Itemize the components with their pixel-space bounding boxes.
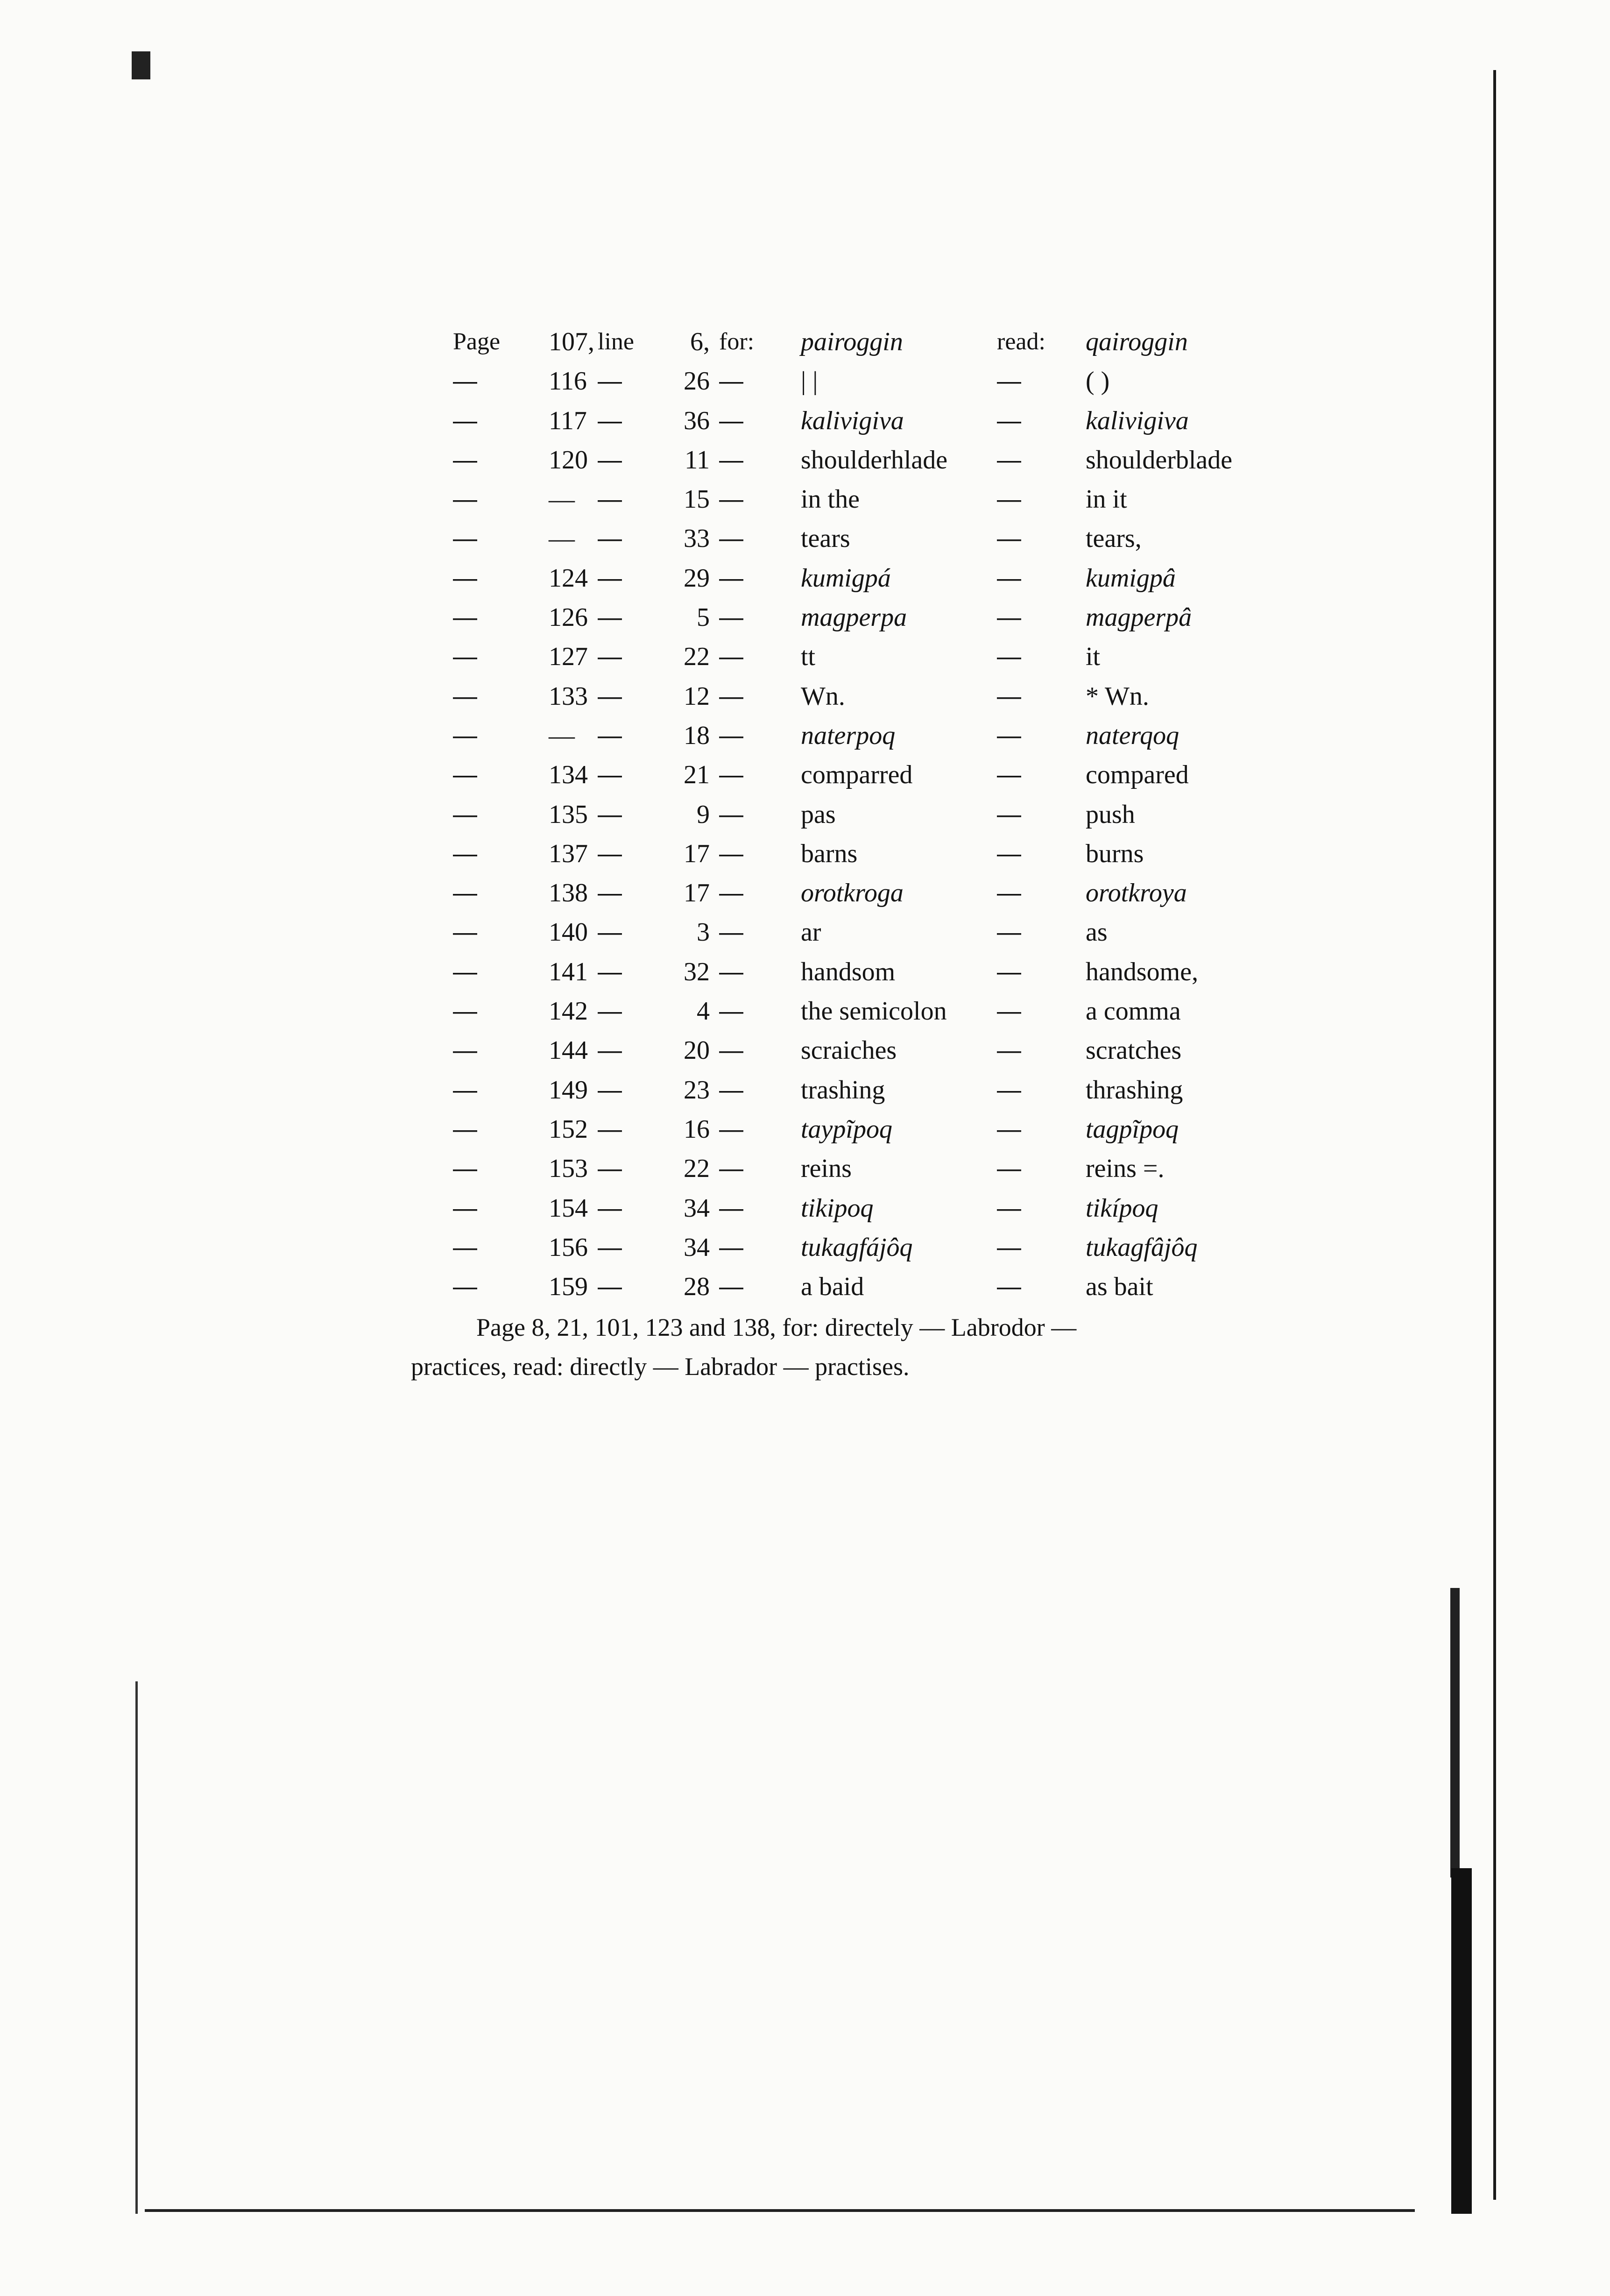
- line-label: line: [598, 328, 634, 355]
- for-text: kalivigiva: [801, 406, 904, 435]
- dash: —: [719, 879, 743, 907]
- dash: —: [453, 1037, 477, 1064]
- page-number: 152: [549, 1114, 588, 1144]
- for-text: taypĩpoq: [801, 1114, 892, 1144]
- line-number: 22: [684, 1154, 710, 1183]
- for-text: reins: [801, 1154, 852, 1183]
- scan-edge-left: [135, 1681, 138, 2214]
- dash: —: [997, 761, 1021, 789]
- dash: —: [453, 486, 477, 513]
- footnote-line-2: practices, read: directly — Labrador — practises.: [411, 1353, 910, 1381]
- read-text: handsome,: [1086, 957, 1199, 986]
- dash: —: [453, 1076, 477, 1104]
- for-text: Wn.: [801, 681, 845, 711]
- dash: —: [453, 525, 477, 553]
- line-number: 9: [697, 800, 710, 829]
- dash: —: [997, 879, 1021, 907]
- for-text: tikipoq: [801, 1193, 874, 1223]
- page-number: —: [549, 721, 575, 750]
- page-number: 142: [549, 997, 588, 1026]
- for-text: pairoggin: [801, 327, 903, 356]
- page-number: 141: [549, 957, 588, 986]
- line-number: 23: [684, 1075, 710, 1105]
- dash: —: [598, 682, 622, 710]
- read-text: as: [1086, 918, 1108, 947]
- errata-row: [439, 559, 1429, 598]
- dash: —: [719, 919, 743, 946]
- read-text: qairoggin: [1086, 327, 1188, 356]
- dash: —: [453, 1233, 477, 1261]
- line-number: 6,: [690, 327, 710, 356]
- dash: —: [598, 722, 622, 749]
- read-text: magperpâ: [1086, 603, 1192, 632]
- errata-row: [439, 952, 1429, 992]
- read-text: naterqoq: [1086, 721, 1179, 750]
- line-number: 12: [684, 681, 710, 711]
- dash: —: [719, 446, 743, 474]
- dash: —: [598, 1233, 622, 1261]
- read-text: orotkroya: [1086, 879, 1187, 908]
- page-number: —: [549, 485, 575, 514]
- dash: —: [453, 1115, 477, 1143]
- dash: —: [997, 368, 1021, 395]
- dash: —: [598, 998, 622, 1025]
- read-text: compared: [1086, 760, 1189, 790]
- for-text: scraiches: [801, 1036, 897, 1065]
- dash: —: [719, 722, 743, 749]
- errata-table: [439, 322, 1429, 1306]
- read-text: as bait: [1086, 1272, 1153, 1302]
- page-number: —: [549, 524, 575, 553]
- errata-row: [439, 1149, 1429, 1188]
- dash: —: [719, 1115, 743, 1143]
- dash: —: [719, 525, 743, 553]
- dash: —: [997, 1155, 1021, 1183]
- dash: —: [997, 643, 1021, 671]
- dash: —: [997, 919, 1021, 946]
- line-number: 22: [684, 642, 710, 672]
- for-text: tt: [801, 642, 816, 672]
- dash: —: [598, 564, 622, 592]
- line-number: 34: [684, 1193, 710, 1223]
- errata-row: [439, 480, 1429, 519]
- for-text: orotkroga: [801, 879, 904, 908]
- scan-edge-right-heavy: [1451, 1868, 1472, 2214]
- dash: —: [719, 840, 743, 867]
- read-text: push: [1086, 800, 1135, 829]
- read-text: tears,: [1086, 524, 1142, 553]
- read-text: scratches: [1086, 1036, 1182, 1065]
- page-number: 144: [549, 1036, 588, 1065]
- page-number: 140: [549, 918, 588, 947]
- dash: —: [598, 1076, 622, 1104]
- errata-row: [439, 716, 1429, 755]
- page-number: 120: [549, 445, 588, 475]
- page-number: 153: [549, 1154, 588, 1183]
- read-text: kumigpâ: [1086, 563, 1176, 593]
- line-number: 26: [684, 367, 710, 396]
- dash: —: [453, 564, 477, 592]
- dash: —: [453, 919, 477, 946]
- dash: —: [453, 761, 477, 789]
- errata-row: [439, 401, 1429, 440]
- read-text: a comma: [1086, 997, 1181, 1026]
- dash: —: [598, 1037, 622, 1064]
- footnote-line-1: Page 8, 21, 101, 123 and 138, for: directely — Labrodor —: [476, 1313, 1077, 1341]
- line-number: 17: [684, 839, 710, 868]
- errata-row: [439, 598, 1429, 637]
- dash: —: [598, 368, 622, 395]
- line-number: 4: [697, 997, 710, 1026]
- dash: —: [598, 879, 622, 907]
- read-text: ( ): [1086, 367, 1110, 396]
- errata-row: [439, 873, 1429, 913]
- dash: —: [997, 682, 1021, 710]
- page-number: 133: [549, 681, 588, 711]
- dash: —: [598, 1155, 622, 1183]
- dash: —: [453, 722, 477, 749]
- read-text: thrashing: [1086, 1075, 1183, 1105]
- dash: —: [997, 1233, 1021, 1261]
- scan-corner-mark: [132, 51, 150, 79]
- dash: —: [997, 1115, 1021, 1143]
- page-number: 134: [549, 760, 588, 790]
- errata-row: [439, 440, 1429, 480]
- dash: —: [598, 1115, 622, 1143]
- page-number: 124: [549, 563, 588, 593]
- read-text: in it: [1086, 485, 1127, 514]
- dash: —: [453, 407, 477, 434]
- dash: —: [719, 1076, 743, 1104]
- line-number: 20: [684, 1036, 710, 1065]
- dash: —: [719, 486, 743, 513]
- page-number: 126: [549, 603, 588, 632]
- page-number: 149: [549, 1075, 588, 1105]
- dash: —: [719, 1233, 743, 1261]
- line-number: 17: [684, 879, 710, 908]
- dash: —: [719, 604, 743, 631]
- errata-row: [439, 637, 1429, 676]
- dash: —: [453, 1155, 477, 1183]
- dash: —: [598, 446, 622, 474]
- dash: —: [719, 682, 743, 710]
- dash: —: [598, 1273, 622, 1301]
- for-text: naterpoq: [801, 721, 896, 750]
- read-text: tikípoq: [1086, 1193, 1158, 1223]
- dash: —: [598, 1194, 622, 1222]
- dash: —: [719, 643, 743, 671]
- scan-edge-right: [1493, 70, 1496, 2200]
- dash: —: [719, 1194, 743, 1222]
- line-number: 16: [684, 1114, 710, 1144]
- for-text: barns: [801, 839, 858, 868]
- scan-edge-bottom: [145, 2209, 1415, 2212]
- dash: —: [719, 407, 743, 434]
- dash: —: [719, 1037, 743, 1064]
- dash: —: [997, 801, 1021, 828]
- for-text: comparred: [801, 760, 913, 790]
- dash: —: [719, 761, 743, 789]
- line-number: 5: [697, 603, 710, 632]
- line-number: 15: [684, 485, 710, 514]
- errata-row: [439, 1228, 1429, 1267]
- for-text: handsom: [801, 957, 896, 986]
- errata-row: [439, 677, 1429, 716]
- for-text: | |: [801, 367, 818, 396]
- page-number: 117: [549, 406, 587, 435]
- dash: —: [997, 486, 1021, 513]
- dash: —: [719, 368, 743, 395]
- dash: —: [997, 1273, 1021, 1301]
- scan-edge-right-mid: [1450, 1588, 1460, 1878]
- errata-footnote: [411, 1308, 1391, 1386]
- page-number: 138: [549, 879, 588, 908]
- dash: —: [997, 958, 1021, 985]
- errata-row: [439, 1110, 1429, 1149]
- errata-row: [439, 322, 1429, 361]
- read-text: reins =.: [1086, 1154, 1165, 1183]
- dash: —: [997, 407, 1021, 434]
- line-number: 29: [684, 563, 710, 593]
- dash: —: [453, 446, 477, 474]
- dash: —: [598, 604, 622, 631]
- dash: —: [598, 919, 622, 946]
- line-number: 18: [684, 721, 710, 750]
- dash: —: [453, 682, 477, 710]
- read-text: tukagfâjôq: [1086, 1233, 1198, 1262]
- errata-row: [439, 361, 1429, 401]
- dash: —: [453, 1273, 477, 1301]
- dash: —: [719, 1273, 743, 1301]
- read-text: kalivigiva: [1086, 406, 1189, 435]
- read-text: burns: [1086, 839, 1144, 868]
- dash: —: [598, 801, 622, 828]
- line-number: 21: [684, 760, 710, 790]
- errata-row: [439, 1267, 1429, 1306]
- dash: —: [997, 604, 1021, 631]
- errata-row: [439, 795, 1429, 834]
- page-number: 135: [549, 800, 588, 829]
- line-number: 36: [684, 406, 710, 435]
- page-number: 156: [549, 1233, 588, 1262]
- dash: —: [719, 1155, 743, 1183]
- line-number: 11: [685, 445, 710, 475]
- errata-row: [439, 913, 1429, 952]
- dash: —: [997, 446, 1021, 474]
- for-text: tears: [801, 524, 850, 553]
- page-label: Page: [453, 328, 501, 355]
- line-number: 28: [684, 1272, 710, 1302]
- errata-row: [439, 1189, 1429, 1228]
- for-text: tukagfájôq: [801, 1233, 913, 1262]
- errata-row: [439, 992, 1429, 1031]
- dash: —: [453, 604, 477, 631]
- dash: —: [453, 801, 477, 828]
- for-text: magperpa: [801, 603, 907, 632]
- dash: —: [719, 998, 743, 1025]
- errata-row: [439, 755, 1429, 794]
- errata-row: [439, 1031, 1429, 1070]
- page-number: 159: [549, 1272, 588, 1302]
- read-text: * Wn.: [1086, 681, 1149, 711]
- dash: —: [598, 840, 622, 867]
- for-text: pas: [801, 800, 836, 829]
- dash: —: [997, 840, 1021, 867]
- dash: —: [453, 958, 477, 985]
- dash: —: [453, 998, 477, 1025]
- dash: —: [453, 643, 477, 671]
- for-text: trashing: [801, 1075, 885, 1105]
- dash: —: [997, 722, 1021, 749]
- dash: —: [598, 407, 622, 434]
- page-number: 107,: [549, 327, 594, 356]
- errata-row: [439, 519, 1429, 558]
- read-text: it: [1086, 642, 1101, 672]
- for-label: for:: [719, 328, 755, 355]
- errata-row: [439, 1070, 1429, 1110]
- read-text: tagpĩpoq: [1086, 1114, 1179, 1144]
- dash: —: [453, 1194, 477, 1222]
- line-number: 32: [684, 957, 710, 986]
- dash: —: [997, 525, 1021, 553]
- page-number: 116: [549, 367, 587, 396]
- read-text: shoulderblade: [1086, 445, 1233, 475]
- dash: —: [719, 564, 743, 592]
- dash: —: [453, 879, 477, 907]
- dash: —: [719, 958, 743, 985]
- dash: —: [997, 998, 1021, 1025]
- dash: —: [997, 1194, 1021, 1222]
- dash: —: [453, 840, 477, 867]
- dash: —: [598, 958, 622, 985]
- errata-row: [439, 834, 1429, 873]
- for-text: a baid: [801, 1272, 864, 1302]
- dash: —: [598, 761, 622, 789]
- dash: —: [598, 643, 622, 671]
- for-text: in the: [801, 485, 860, 514]
- page-number: 154: [549, 1193, 588, 1223]
- dash: —: [997, 1076, 1021, 1104]
- dash: —: [719, 801, 743, 828]
- line-number: 33: [684, 524, 710, 553]
- for-text: ar: [801, 918, 821, 947]
- for-text: kumigpá: [801, 563, 891, 593]
- dash: —: [598, 486, 622, 513]
- for-text: shoulderhlade: [801, 445, 948, 475]
- line-number: 34: [684, 1233, 710, 1262]
- line-number: 3: [697, 918, 710, 947]
- dash: —: [997, 564, 1021, 592]
- read-label: read:: [997, 328, 1045, 355]
- dash: —: [598, 525, 622, 553]
- page-number: 127: [549, 642, 588, 672]
- for-text: the semicolon: [801, 997, 947, 1026]
- page-number: 137: [549, 839, 588, 868]
- dash: —: [997, 1037, 1021, 1064]
- dash: —: [453, 368, 477, 395]
